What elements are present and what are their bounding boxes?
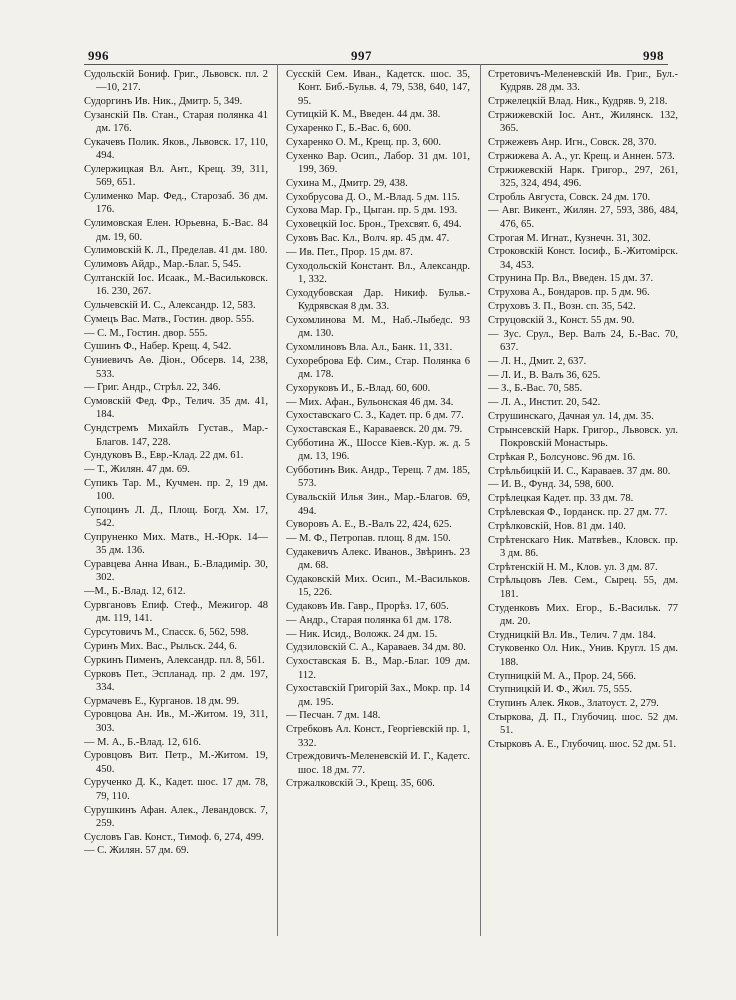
directory-entry: Сухоставскаго С. З., Кадет. пр. 6 дм. 77.	[286, 410, 464, 422]
directory-entry: — Ник. Исид., Воложк. 24 дм. 15.	[286, 628, 438, 640]
directory-entry: — Григ. Андр., Стрѣл. 22, 346.	[84, 382, 221, 394]
directory-entry: Стрѣлевская Ф., Іорданск. пр. 27 дм. 77.	[488, 507, 668, 518]
directory-entry: Суркинъ Пименъ, Александр. пл. 8, 561.	[84, 654, 265, 666]
directory-entry: Стретовичъ-Меленевскій Ив. Григ., Бул.-Кудряв. 28 дм. 33.	[488, 69, 678, 94]
directory-entry: — Авг. Викент., Жилян. 27, 593, 386, 484, 476, 65.	[488, 205, 678, 230]
directory-entry: Сулимовскій К. Л., Пределав. 41 дм. 180.	[84, 245, 268, 257]
directory-entry: Судаковскій Мих. Осип., М.-Васильков. 15, 226.	[286, 573, 470, 599]
directory-entry: — Л. И., В. Валъ 36, 625.	[488, 369, 601, 381]
directory-entry: Сухова Мар. Гр., Цыган. пр. 5 дм. 193.	[286, 205, 458, 217]
directory-entry: Стрынсевскій Нарк. Григор., Львовск. ул. Покровскій Монастырь.	[488, 424, 678, 450]
directory-entry: Суровцовъ Вит. Петр., М.-Житом. 19, 450.	[84, 750, 268, 775]
directory-entry: Стребковъ Ал. Конст., Георгіевскій пр. 1, 332.	[286, 724, 470, 749]
directory-entry: — Песчан. 7 дм. 148.	[286, 710, 381, 722]
directory-entry: Сухомлинова М. М., Наб.-Лыбедс. 93 дм. 130.	[286, 314, 470, 340]
directory-entry: Сурученко Д. К., Кадет. шос. 17 дм. 78, 79, 110.	[84, 777, 268, 802]
directory-entry: Струшинскаго, Дачная ул. 14, дм. 35.	[488, 410, 654, 422]
directory-entry: Сурвгановъ Епиф. Стеф., Межигор. 48 дм. 119, 141.	[84, 600, 268, 625]
directory-entry: Сухина М., Дмитр. 29, 438.	[286, 177, 408, 189]
directory-entry: Супруненко Мих. Матв., Н.-Юрк. 14—35 дм. 136.	[84, 532, 268, 557]
directory-entry: Суховецкій Іос. Брон., Трехсвят. 6, 494.	[286, 219, 462, 231]
directory-entry: Сулимовъ Айдр., Мар.-Благ. 5, 545.	[84, 259, 242, 271]
directory-entry: Суховъ Вас. Кл., Волч. яр. 45 дм. 47.	[286, 233, 450, 245]
directory-entry: Стрѣтенскаго Ник. Матвѣев., Кловск. пр. 3 дм. 86.	[488, 534, 678, 559]
directory-entry: Судаковъ Ив. Гавр., Прорѣз. 17, 605.	[286, 601, 449, 613]
directory-entry: Супоцинъ Л. Д., Площ. Богд. Хм. 17, 542.	[84, 505, 268, 530]
directory-entry: Сухенко Вар. Осип., Лабор. 31 дм. 101, 199, 369.	[286, 150, 470, 176]
directory-entry: — З., Б.-Вас. 70, 585.	[488, 383, 583, 395]
directory-entry: Струхова А., Бондаров. пр. 5 дм. 96.	[488, 287, 650, 299]
directory-entry: Струнина Пр. Вл., Введен. 15 дм. 37.	[488, 273, 654, 285]
directory-entry: Стуковенко Ол. Ник., Унив. Кругл. 15 дм. 188.	[488, 643, 678, 668]
directory-entry: Ступницкій М. А., Прор. 24, 566.	[488, 670, 637, 682]
directory-entry: Сухаренко Г., Б.-Вас. 6, 600.	[286, 123, 412, 135]
directory-entry: Судакевичъ Алекс. Иванов., Звѣринъ. 23 дм. 68.	[286, 546, 470, 572]
page-number-left: 996	[88, 48, 109, 63]
directory-entry: Сухоруковъ И., Б.-Влад. 60, 600.	[286, 382, 431, 394]
directory-entry: — Ив. Пет., Прор. 15 дм. 87.	[286, 246, 413, 258]
directory-entry: Суворовъ А. Е., В.-Валъ 22, 424, 625.	[286, 519, 452, 531]
directory-entry: Студенковъ Мих. Егор., Б.-Васильк. 77 дм. 20.	[488, 602, 678, 627]
directory-entry: Сутицкій К. М., Введен. 44 дм. 38.	[286, 109, 441, 121]
directory-column-middle	[286, 68, 470, 968]
directory-entry: Сухоставская Е., Караваевск. 20 дм. 79.	[286, 424, 463, 436]
directory-entry: Сухобрусова Д. О., М.-Влад. 5 дм. 115.	[286, 191, 460, 203]
directory-entry: Сумецъ Вас. Матв., Гостин. двор. 555.	[84, 313, 255, 325]
directory-entry: Стржижевскій Нарк. Григор., 297, 261, 325, 324, 494, 496.	[488, 164, 678, 189]
directory-entry: Стржалковскій Э., Крещ. 35, 606.	[286, 778, 435, 790]
directory-entry: — Зус. Срул., Вер. Валъ 24, Б.-Вас. 70, 637.	[488, 328, 678, 353]
directory-entry: Ступинъ Алек. Яков., Златоуст. 2, 279.	[488, 698, 659, 710]
directory-entry: Ступницкій И. Ф., Жил. 75, 555.	[488, 684, 632, 696]
directory-entry: Сурковъ Пет., Эспланад. пр. 2 дм. 197, 334.	[84, 668, 268, 693]
directory-column-left	[84, 68, 268, 968]
directory-entry: Строгая М. Игнат., Кузнечн. 31, 302.	[488, 232, 651, 244]
directory-entry: Субботина Ж., Шоссе Кіев.-Кур. ж. д. 5 дм. 13, 196.	[286, 438, 470, 463]
directory-entry: — С. М., Гостин. двор. 555.	[84, 327, 208, 339]
directory-entry: Сушинъ Ф., Набер. Крещ. 4, 542.	[84, 341, 232, 353]
directory-entry: Сухомлиновъ Вла. Ал., Банк. 11, 331.	[286, 341, 453, 353]
directory-entry: Субботинъ Вик. Андр., Терещ. 7 дм. 185, 573.	[286, 465, 470, 490]
directory-entry: Сундстремъ Михайлъ Густав., Мар.-Благов. 147, 228.	[84, 423, 268, 448]
directory-entry: —М., Б.-Влад. 12, 612.	[84, 586, 186, 598]
directory-entry: Султанскій Іос. Исаак., М.-Васильковск. 16. 230, 267.	[84, 272, 268, 298]
directory-entry: Стреждовичъ-Меленевскій И. Г., Кадетс. шос. 18 дм. 77.	[286, 751, 470, 776]
directory-entry: — Андр., Старая полянка 61 дм. 178.	[286, 614, 452, 626]
directory-entry: Суровцова Ан. Ив., М.-Житом. 19, 311, 303.	[84, 709, 268, 734]
directory-entry: Строковскій Конст. Іосиф., Б.-Житомірск. 34, 453.	[488, 246, 678, 271]
directory-entry: Сувальскій Илья Зин., Мар.-Благов. 69, 494.	[286, 492, 470, 517]
directory-entry: Сухоставскій Григорій Зах., Мокр. пр. 14 дм. 195.	[286, 683, 470, 708]
directory-entry: — М. Ф., Петропав. площ. 8 дм. 150.	[286, 533, 451, 545]
directory-entry: Судоргинъ Ив. Ник., Дмитр. 5, 349.	[84, 96, 243, 108]
directory-column-right	[488, 68, 678, 968]
directory-entry: — Мих. Афан., Бульонская 46 дм. 34.	[286, 396, 454, 408]
directory-entry: Студницкій Вл. Ив., Телич. 7 дм. 184.	[488, 629, 656, 641]
directory-entry: Сулержицкая Вл. Ант., Крещ. 39, 311, 569, 651.	[84, 164, 268, 189]
directory-entry: — Л. А., Инстит. 20, 542.	[488, 397, 601, 409]
directory-entry: Сукачевъ Полик. Яков., Львовск. 17, 110, 494.	[84, 136, 268, 162]
directory-entry: Сухоставская Б. В., Мар.-Благ. 109 дм. 112.	[286, 656, 470, 681]
directory-entry: Стрѣкая Р., Болсуновс. 96 дм. 16.	[488, 451, 636, 463]
directory-entry: Суринъ Мих. Вас., Рыльск. 244, 6.	[84, 640, 237, 652]
page-number-middle: 997	[351, 48, 372, 63]
directory-entry: Сухаренко О. М., Крещ. пр. 3, 600.	[286, 136, 442, 148]
column-divider	[480, 64, 481, 936]
directory-entry: — С. Жилян. 57 дм. 69.	[84, 845, 189, 857]
column-divider	[277, 64, 278, 936]
directory-entry: Сусловъ Гав. Конст., Тимоф. 6, 274, 499.	[84, 831, 264, 843]
directory-entry: Судольскій Бониф. Григ., Львовск. пл. 2—10, 217.	[84, 69, 268, 94]
directory-entry: Сулименко Мар. Фед., Старозаб. 36 дм. 176.	[84, 191, 268, 216]
directory-entry: Сузанскій Пв. Стан., Старая полянка 41 дм. 176.	[84, 109, 268, 135]
directory-entry: Сулимовская Елен. Юрьевна, Б.-Вас. 84 дм. 19, 60.	[84, 218, 268, 243]
directory-entry: Сурмачевъ Е., Курганов. 18 дм. 99.	[84, 695, 240, 707]
directory-entry: Сурсутовичъ М., Спасск. 6, 562, 598.	[84, 627, 249, 639]
directory-entry: Супикъ Тар. М., Кучмен. пр. 2, 19 дм. 100.	[84, 477, 268, 503]
directory-entry: Сумовскій Фед. Фр., Телич. 35 дм. 41, 184.	[84, 396, 268, 421]
directory-entry: — М. А., Б.-Влад. 12, 616.	[84, 736, 201, 748]
directory-entry: Стрѣлковскій, Нов. 81 дм. 140.	[488, 520, 626, 532]
directory-entry: — Т., Жилян. 47 дм. 69.	[84, 464, 190, 476]
directory-entry: Стрѣльбицкій И. С., Караваев. 37 дм. 80.	[488, 465, 671, 477]
directory-entry: Сухореброва Еф. Сим., Стар. Полянка 6 дм. 178.	[286, 355, 470, 381]
directory-entry: Струцовскій З., Конст. 55 дм. 90.	[488, 314, 635, 326]
directory-entry: Стржежевъ Анр. Игн., Совск. 28, 370.	[488, 136, 657, 148]
directory-entry: Стрѣльцовъ Лев. Сем., Сырец. 55, дм. 181.	[488, 575, 678, 600]
directory-entry: Стырковъ А. Е., Глубочиц. шос. 52 дм. 51.	[488, 739, 677, 751]
directory-entry: Струховъ З. П., Возн. сп. 35, 542.	[488, 301, 636, 313]
directory-entry: Сусскій Сем. Иван., Кадетск. шос. 35, Конт. Биб.-Бульв. 4, 79, 538, 640, 147, 95.	[286, 69, 470, 107]
directory-entry: — Л. Н., Дмит. 2, 637.	[488, 355, 587, 367]
directory-entry: Стробль Августа, Совск. 24 дм. 170.	[488, 191, 651, 203]
directory-entry: Стржелецкій Влад. Ник., Кудряв. 9, 218.	[488, 96, 668, 108]
page-number-right: 998	[643, 48, 664, 63]
directory-entry: Стыркова, Д. П., Глубочиц. шос. 52 дм. 51.	[488, 711, 678, 737]
header-rule	[84, 64, 668, 65]
directory-entry: Судзиловскій С. А., Караваев. 34 дм. 80.	[286, 642, 466, 654]
directory-entry: Стржижевскій Іос. Ант., Жилянск. 132, 365.	[488, 109, 678, 135]
directory-entry: Стржижева А. А., уг. Крещ. и Аннен. 573.	[488, 150, 675, 162]
directory-entry: Сульчевскій И. С., Александр. 12, 583.	[84, 300, 256, 312]
directory-entry: — И. В., Фунд. 34, 598, 600.	[488, 479, 614, 491]
directory-entry: Стрѣтенскій Н. М., Клов. ул. 3 дм. 87.	[488, 561, 658, 573]
directory-entry: Суниевичъ Аѳ. Діон., Обсерв. 14, 238, 533.	[84, 355, 268, 380]
directory-entry: Сурушкинъ Афан. Алек., Левандовск. 7, 259.	[84, 804, 268, 829]
directory-entry: Суходольскій Констант. Вл., Александр. 1, 332.	[286, 260, 470, 285]
directory-entry: Сундуковъ В., Евр.-Клад. 22 дм. 61.	[84, 450, 244, 462]
directory-entry: Суходубовская Дар. Никиф. Бульв.-Кудрявская 8 дм. 33.	[286, 287, 470, 313]
directory-entry: Стрѣлецкая Кадет. пр. 33 дм. 78.	[488, 493, 634, 505]
directory-entry: Суравцева Анна Иван., Б.-Владимір. 30, 302.	[84, 559, 268, 584]
